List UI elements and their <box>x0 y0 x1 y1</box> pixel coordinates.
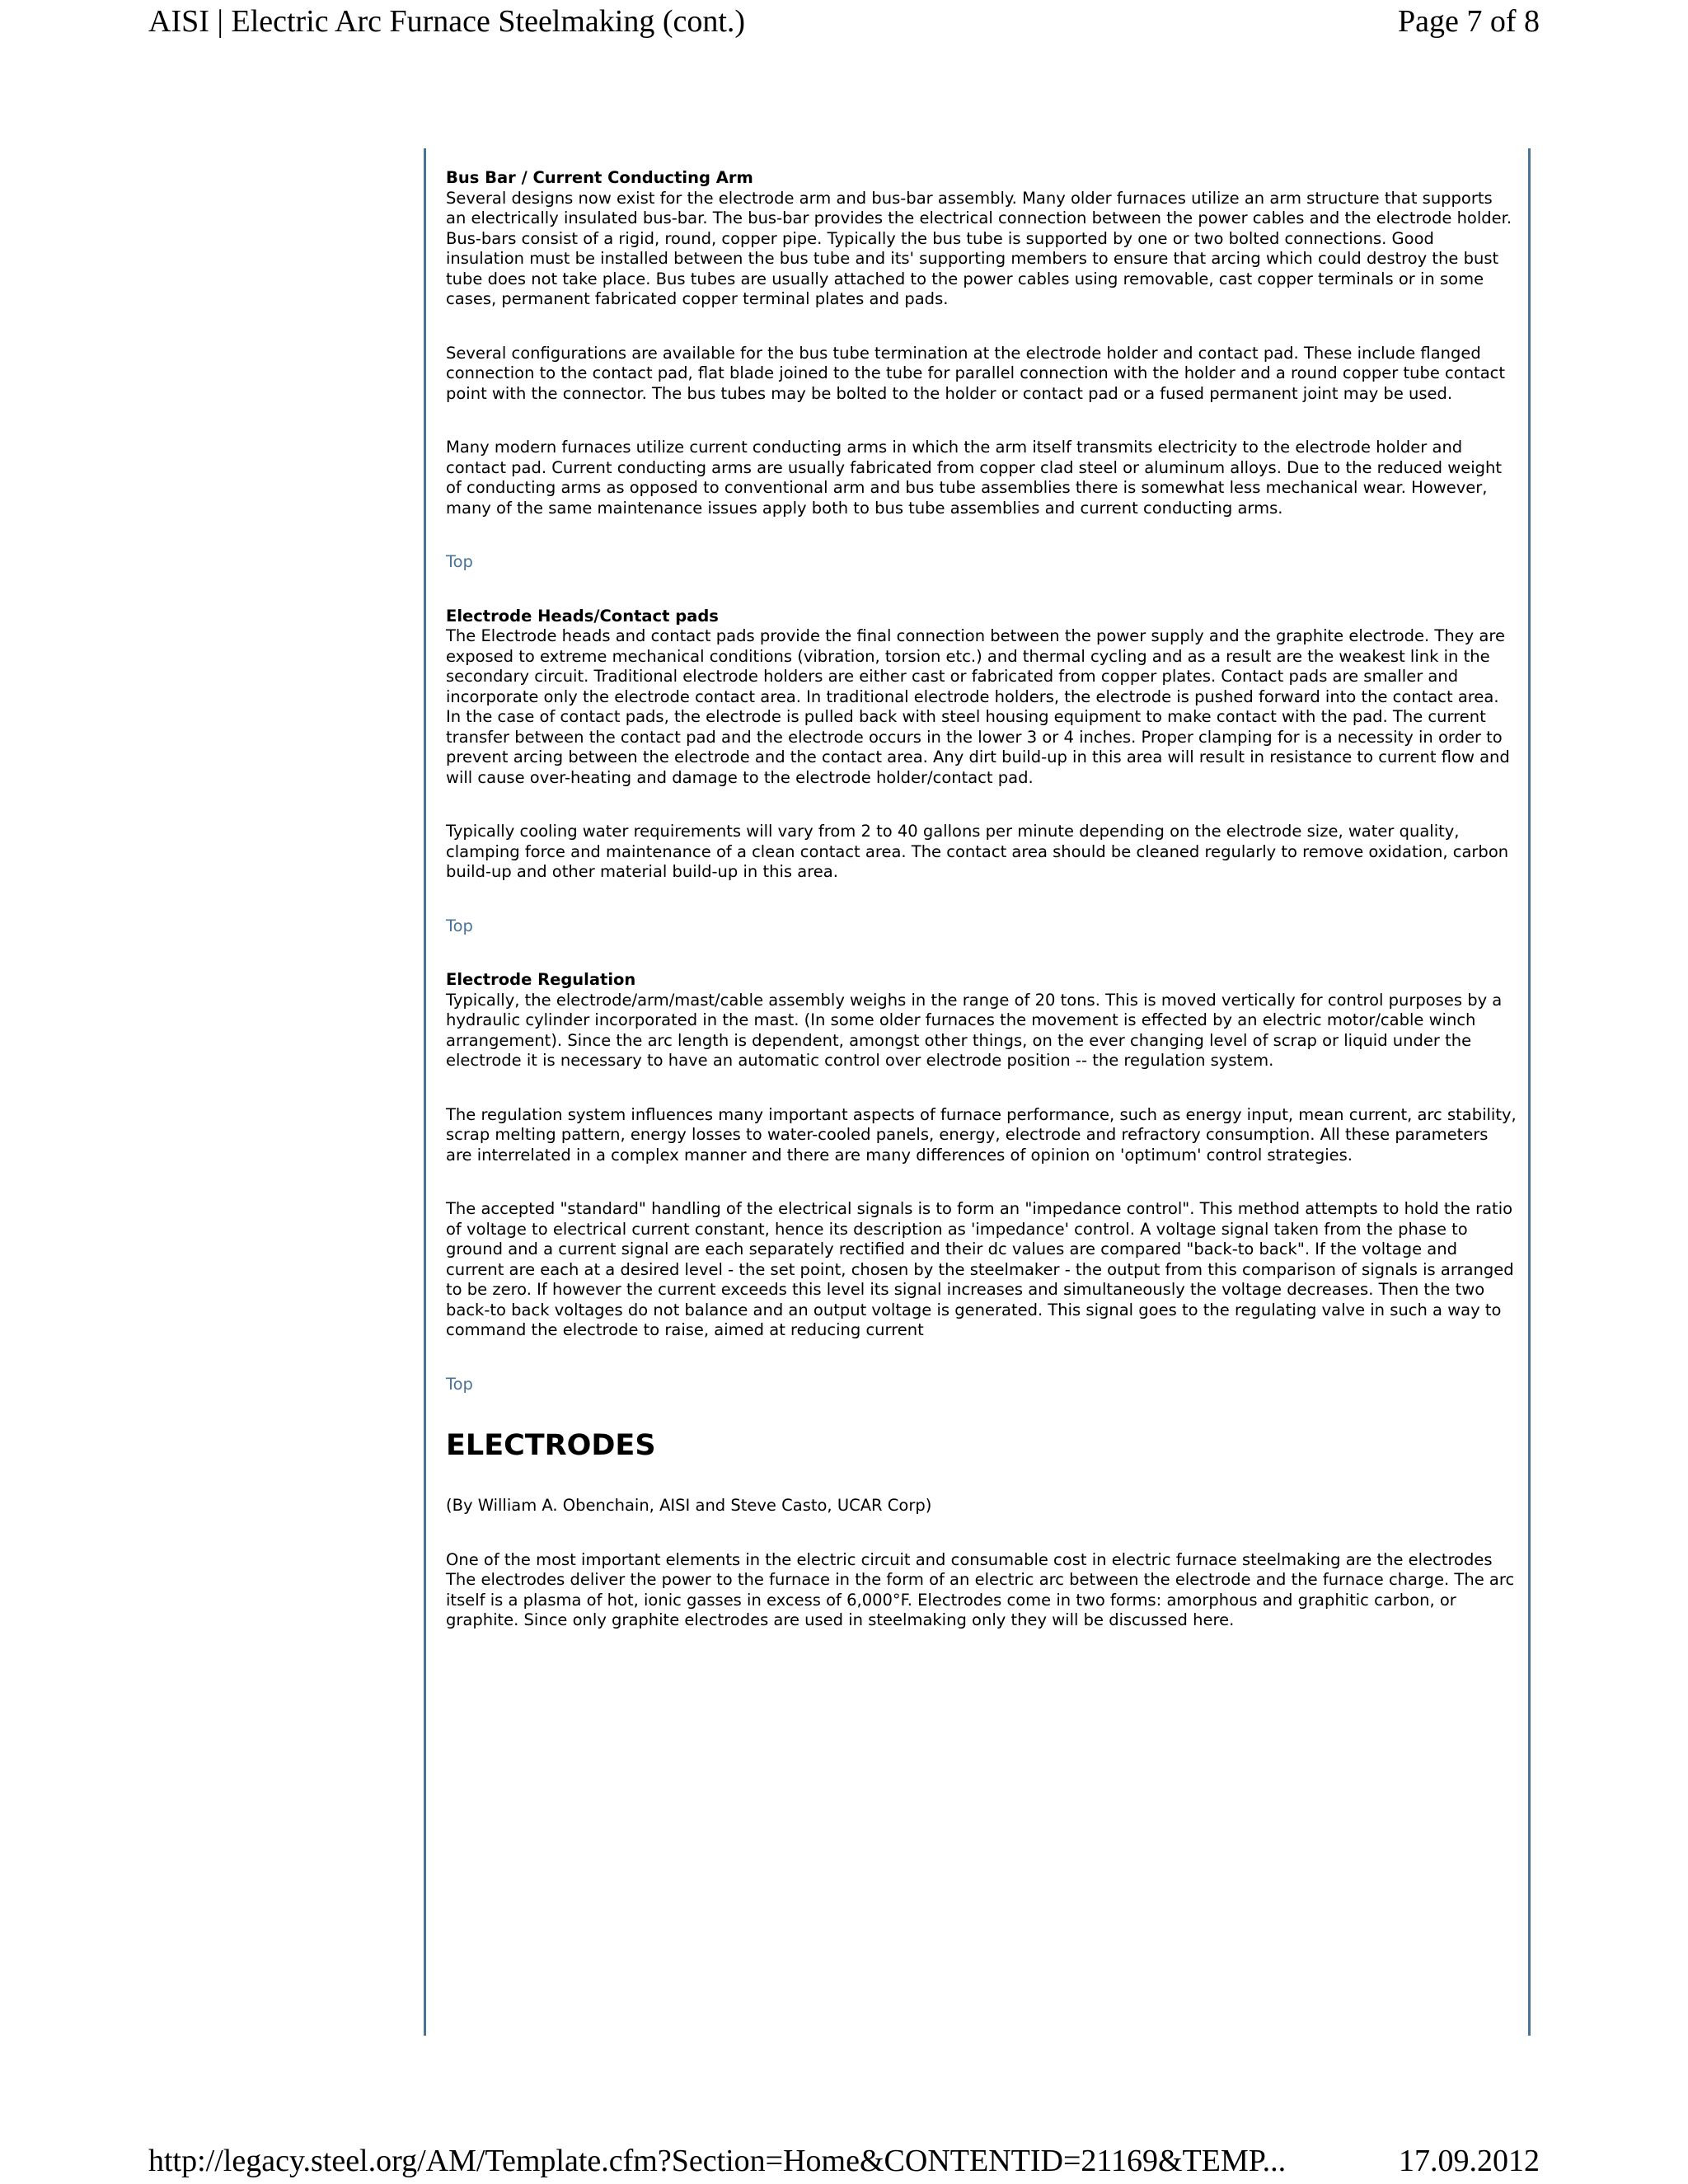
paragraph-busbar-2: Several configurations are available for the bus tube termination at the electrode holder and contact pad. These include flanged connection to the contact pad, flat blade joined to the tube for parallel connection with the holder and a round copper tube contact point with the connector. The bus tubes may be bolted to the holder or contact pad or a fused permanent joint may be used. <box>446 343 1506 403</box>
byline-electrodes: (By William A. Obenchain, AISI and Steve Casto, UCAR Corp) <box>446 1496 932 1515</box>
top-link-3[interactable]: Top <box>446 1374 473 1394</box>
paragraph-heads-2: Typically cooling water requirements will vary from 2 to 40 gallons per minute depending on the electrode size, water quality, clamping force and maintenance of a clean contact area. The contact area should be cleaned regularly to remove oxidation, carbon build-up and other material build-up in this area. <box>446 822 1509 881</box>
section-title-busbar: Bus Bar / Current Conducting Arm <box>446 168 753 187</box>
section-title-electrode-regulation: Electrode Regulation <box>446 970 636 989</box>
paragraph-electrodes-1: One of the most important elements in the electric circuit and consumable cost in electric furnace steelmaking are the electrodes The electrodes deliver the power to the furnace in the form of an electric arc between the electrode and the furnace charge. The arc itself is a plasma of hot, ionic gasses in excess of 6,000°F. Electrodes come in two forms: amorphous and graphitic carbon, or graphite. Since only graphite electrodes are used in steelmaking only they will be discussed here. <box>446 1549 1515 1629</box>
paragraph-busbar-3: Many modern furnaces utilize current conducting arms in which the arm itself transmits electricity to the electrode holder and contact pad. Current conducting arms are usually fabricated from copper clad steel or aluminum alloys. Due to the reduced weight of conducting arms as opposed to conventional arm and bus tube assemblies there is somewhat less mechanical wear. However, many of the same maintenance issues apply both to bus tube assemblies and current conducting arms. <box>446 438 1503 518</box>
section-title-electrode-heads: Electrode Heads/Contact pads <box>446 606 719 626</box>
print-footer-date: 17.09.2012 <box>1399 2144 1540 2178</box>
print-header-page-number: Page 7 of 8 <box>1397 4 1540 39</box>
content-frame <box>424 148 1531 2036</box>
paragraph-regulation-1: Typically, the electrode/arm/mast/cable assembly weighs in the range of 20 tons. This is moved vertically for control purposes by a hydraulic cylinder incorporated in the mast. (In some older furnaces the movement is effected by an electric motor/cable winch arrangement). Since the arc length is dependent, amongst other things, on the ever changing level of scrap or liquid under the electrode it is necessary to have an automatic control over electrode position -- the regulation system. <box>446 990 1503 1070</box>
heading-electrodes: ELECTRODES <box>446 1429 656 1462</box>
print-header-title: AISI | Electric Arc Furnace Steelmaking (cont.) <box>148 4 746 39</box>
paragraph-heads-1: The Electrode heads and contact pads provide the final connection between the power supply and the graphite electrode. They are exposed to extreme mechanical conditions (vibration, torsion etc.) and thermal cycling and as a result are the weakest link in the secondary circuit. Traditional electrode holders are either cast or fabricated from copper plates. Contact pads are smaller and incorporate only the electrode contact area. In traditional electrode holders, the electrode is pushed forward into the contact area. In the case of contact pads, the electrode is pulled back with steel housing equipment to make contact with the pad. The current transfer between the contact pad and the electrode occurs in the lower 3 or 4 inches. Proper clamping for is a necessity in order to prevent arcing between the electrode and the contact area. Any dirt build-up in this area will result in resistance to current flow and will cause over-heating and damage to the electrode holder/contact pad. <box>446 626 1510 787</box>
top-link-1[interactable]: Top <box>446 552 473 571</box>
top-link-2[interactable]: Top <box>446 916 473 935</box>
article-content <box>446 168 1517 1665</box>
paragraph-regulation-3: The accepted "standard" handling of the electrical signals is to form an "impedance control". This method attempts to hold the ratio of voltage to electrical current constant, hence its description as 'impedance' control. A voltage signal taken from the phase to ground and a current signal are each separately rectified and their dc values are compared "back-to back". If the voltage and current are each at a desired level - the set point, chosen by the steelmaker - the output from this comparison of signals is arranged to be zero. If however the current exceeds this level its signal increases and simultaneously the voltage decreases. Then the two back-to back voltages do not balance and an output voltage is generated. This signal goes to the regulating valve in such a way to command the electrode to raise, aimed at reducing current <box>446 1199 1514 1339</box>
print-footer-url: http://legacy.steel.org/AM/Template.cfm?Section=Home&CONTENTID=21169&TEMP... <box>148 2144 1287 2178</box>
paragraph-regulation-2: The regulation system influences many important aspects of furnace performance, such as energy input, mean current, arc stability, scrap melting pattern, energy losses to water-cooled panels, energy, electrode and refractory consumption. All these parameters are interrelated in a complex manner and there are many differences of opinion on 'optimum' control strategies. <box>446 1104 1517 1165</box>
paragraph-busbar-1: Several designs now exist for the electrode arm and bus-bar assembly. Many older furnaces utilize an arm structure that supports an electrically insulated bus-bar. The bus-bar provides the electrical connection between the power cables and the electrode holder. Bus-bars consist of a rigid, round, copper pipe. Typically the bus tube is supported by one or two bolted connections. Good insulation must be installed between the bus tube and its' supporting members to ensure that arcing which could destroy the bust tube does not take place. Bus tubes are usually attached to the power cables using removable, cast copper terminals or in some cases, permanent fabricated copper terminal plates and pads. <box>446 188 1512 308</box>
